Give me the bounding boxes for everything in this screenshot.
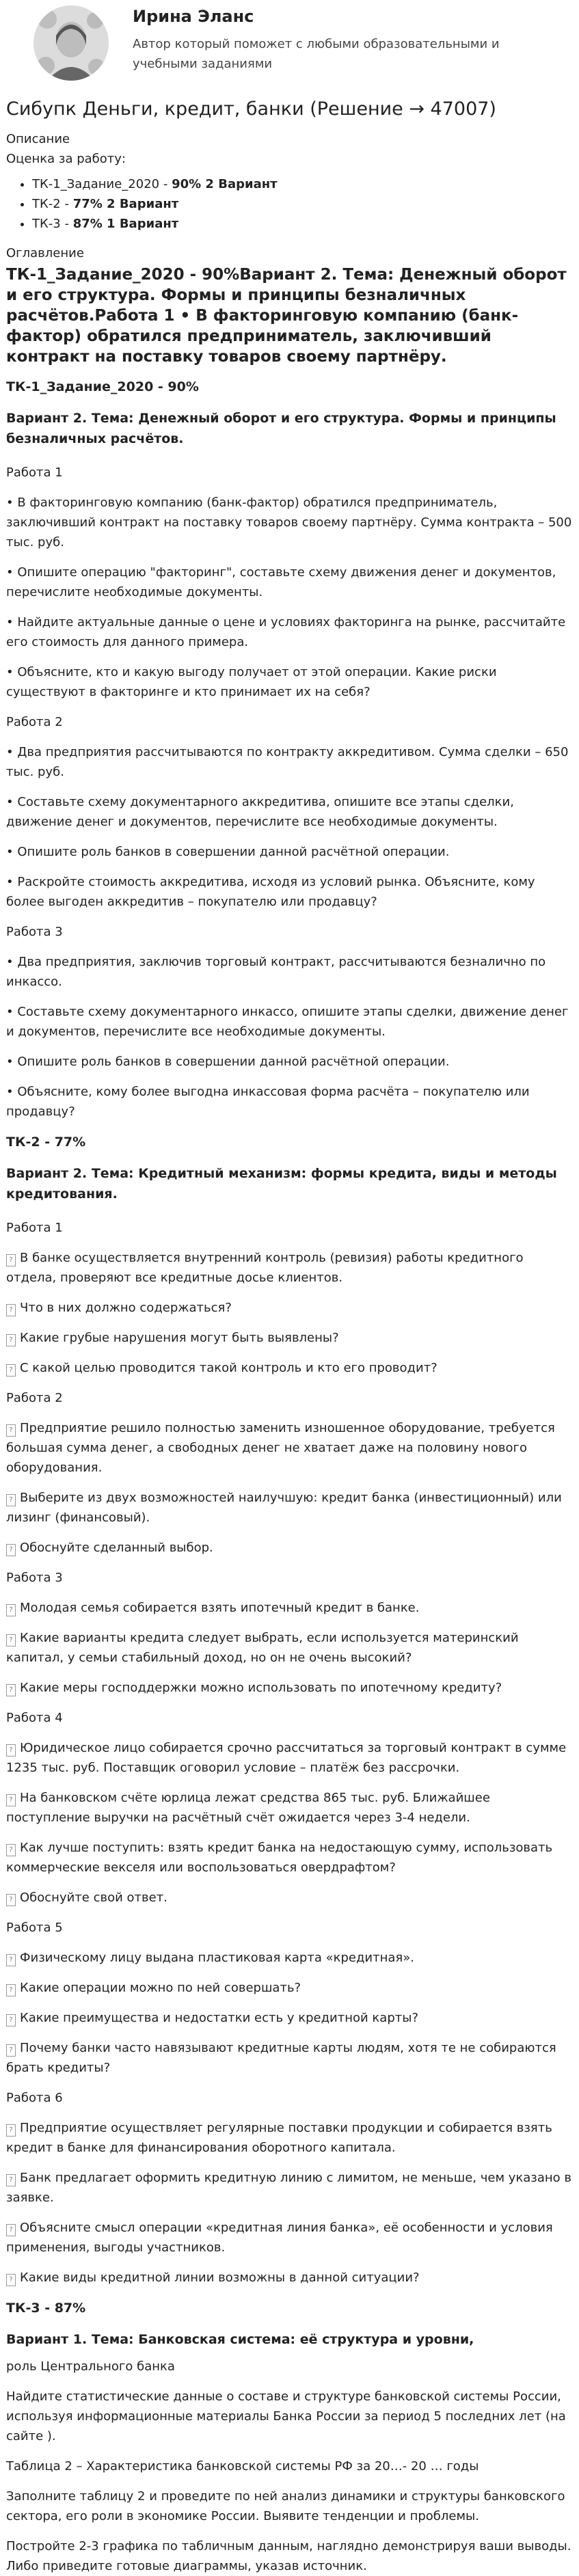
work-label: Работа 3 xyxy=(6,1571,63,1585)
task-item: • Найдите актуальные данные о цене и условиях факторинга на рынке, рассчитайте его стоимость для данного примера. xyxy=(6,615,566,649)
missing-glyph-icon: ? xyxy=(6,1304,16,1316)
task-text: Банк предлагает оформить кредитную линию с лимитом, не меньше, чем указано в заявке. xyxy=(6,2171,572,2205)
tk3-paragraph: Найдите статистические данные о составе и структуре банковской системы России, используя информационные материалы Банка России за период 5 последних лет (на сайте ). xyxy=(6,2389,566,2443)
missing-glyph-icon: ? xyxy=(6,1494,16,1506)
task-item xyxy=(6,1248,573,1288)
tk3-paragraph: Постройте 2-3 графика по табличным данным, наглядно демонстрируя ваши выводы. Либо приведите готовые диаграммы, указав источник. xyxy=(6,2539,571,2573)
task-item: • Опишите роль банков в совершении данной расчётной операции. xyxy=(6,1055,450,1069)
tk3-table-caption: Таблица 2 – Характеристика банковской системы РФ за 20…- 20 … годы xyxy=(6,2459,479,2473)
missing-glyph-icon: ? xyxy=(6,1744,16,1757)
tk3-variant: Вариант 1. Тема: Банковская система: её структура и уровни, xyxy=(6,2332,474,2347)
task-item xyxy=(6,1888,573,1908)
tk2-work-4 xyxy=(6,1708,573,1908)
missing-glyph-icon: ? xyxy=(6,2044,16,2057)
task-item xyxy=(6,1298,573,1318)
task-item xyxy=(6,2218,573,2258)
task-item: • Опишите операцию "факторинг", составьте схему движения денег и документов, перечислите необходимые документы. xyxy=(6,565,556,599)
missing-glyph-icon: ? xyxy=(6,1424,16,1437)
grade-value: 77% 2 Вариант xyxy=(72,197,179,211)
grades-list xyxy=(6,174,573,234)
missing-glyph-icon: ? xyxy=(6,1254,16,1266)
grade-value: 87% 1 Вариант xyxy=(72,217,179,231)
work-label: Работа 2 xyxy=(6,1391,63,1405)
task-item xyxy=(6,1978,573,1998)
avatar-photo xyxy=(33,5,109,81)
task-item xyxy=(6,2118,573,2158)
task-item xyxy=(6,2038,573,2078)
task-text: В банке осуществляется внутренний контроль (ревизия) работы кредитного отдела, проверяют все кредитные досье клиентов. xyxy=(6,1251,524,1285)
toc-heading: ТК-1_Задание_2020 - 90%Вариант 2. Тема: Денежный оборот и его структура. Формы и принципы безналичных расчётов.Работа 1 • В факторинговую компанию (банк-фактор) обратился предприниматель, заключивший контракт на поставку товаров своему партнёру. xyxy=(6,266,567,366)
missing-glyph-icon: ? xyxy=(6,1334,16,1346)
task-text: Какие грубые нарушения могут быть выявлены? xyxy=(20,1331,339,1345)
tk2-variant: Вариант 2. Тема: Кредитный механизм: формы кредита, виды и методы кредитования. xyxy=(6,1166,557,1202)
author-avatar[interactable] xyxy=(33,5,109,81)
missing-glyph-icon: ? xyxy=(6,2014,16,2026)
task-item: • Составьте схему документарного инкассо, опишите этапы сделки, движение денег и документов, перечислите все необходимые документы. xyxy=(6,1005,569,1039)
tk2-work-2 xyxy=(6,1388,573,1558)
task-text: Выберите из двух возможностей наилучшую: кредит банка (инвестиционный) или лизинг (финансовый). xyxy=(6,1491,562,1525)
task-text: Физическому лицу выдана пластиковая карта «кредитная». xyxy=(20,1951,414,1965)
task-item xyxy=(6,1788,573,1828)
task-text: Что в них должно содержаться? xyxy=(20,1301,232,1315)
tk1-heading: ТК-1_Задание_2020 - 90% xyxy=(6,379,199,394)
task-text: Предприятие осуществляет регулярные поставки продукции и собирается взять кредит в банке для финансирования оборотного капитала. xyxy=(6,2121,552,2155)
task-item: • Объясните, кто и какую выгоду получает от этой операции. Какие риски существуют в факторинге и кто принимает их на себя? xyxy=(6,665,497,699)
task-text: Обоснуйте сделанный выбор. xyxy=(20,1541,213,1555)
author-description: Автор который поможет с любыми образовательными и учебными заданиями xyxy=(133,37,500,71)
task-item xyxy=(6,1488,573,1528)
tk2-work-5 xyxy=(6,1918,573,2078)
task-text: Юридическое лицо собирается срочно рассчитаться за торговый контракт в сумме 1235 тыс. руб. Поставщик оговорил условие – платёж без рассрочки. xyxy=(6,1741,567,1775)
missing-glyph-icon: ? xyxy=(6,1684,16,1696)
task-text: Молодая семья собирается взять ипотечный кредит в банке. xyxy=(20,1601,420,1615)
task-item: • Составьте схему документарного аккредитива, опишите все этапы сделки, движение денег и документов, перечислите все необходимые документы. xyxy=(6,795,514,829)
tk1-work-2 xyxy=(6,712,573,912)
task-item xyxy=(6,1598,573,1618)
task-item xyxy=(6,1358,573,1378)
toc-label: Оглавление xyxy=(6,246,84,260)
task-item: • Опишите роль банков в совершении данной расчётной операции. xyxy=(6,845,450,859)
tk2-work-1 xyxy=(6,1218,573,1378)
task-text: На банковском счёте юрлица лежат средства 865 тыс. руб. Ближайшее поступление выручки на расчётный счёт ожидается через 3-4 недели. xyxy=(6,1791,490,1825)
missing-glyph-icon: ? xyxy=(6,2124,16,2137)
task-item xyxy=(6,2008,573,2028)
task-item xyxy=(6,2168,573,2208)
missing-glyph-icon: ? xyxy=(6,1894,16,1906)
work-label: Работа 3 xyxy=(6,925,63,939)
work-label: Работа 6 xyxy=(6,2091,63,2105)
task-text: Объясните смысл операции «кредитная линия банка», её особенности и условия применения, выгоды участников. xyxy=(6,2221,553,2255)
tk1-variant: Вариант 2. Тема: Денежный оборот и его структура. Формы и принципы безналичных расчётов. xyxy=(6,411,556,446)
missing-glyph-icon: ? xyxy=(6,1954,16,1966)
task-item xyxy=(6,1678,573,1698)
task-item xyxy=(6,1538,573,1558)
missing-glyph-icon: ? xyxy=(6,2174,16,2186)
missing-glyph-icon: ? xyxy=(6,2274,16,2286)
work-label: Работа 2 xyxy=(6,715,63,729)
author-name[interactable]: Ирина Эланс xyxy=(133,7,254,26)
grade-item xyxy=(32,174,573,194)
grade-name: ТК-2 - xyxy=(32,197,69,211)
task-item: • Раскройте стоимость аккредитива, исходя из условий рынка. Объясните, кому более выгоден аккредитив – покупателю или продавцу? xyxy=(6,875,535,909)
task-text: Как лучше поступить: взять кредит банка на недостающую сумму, использовать коммерческие векселя или воспользоваться овердрафтом? xyxy=(6,1841,553,1875)
task-item: • Два предприятия рассчитываются по контракту аккредитивом. Сумма сделки – 650 тыс. руб. xyxy=(6,745,569,779)
missing-glyph-icon: ? xyxy=(6,1604,16,1616)
grade-name: ТК-3 - xyxy=(32,217,69,231)
missing-glyph-icon: ? xyxy=(6,1544,16,1556)
task-item xyxy=(6,1328,573,1348)
tk3-paragraph: роль Центрального банка xyxy=(6,2359,175,2374)
tk3-heading: ТК-3 - 87% xyxy=(6,2301,86,2316)
description-label: Описание xyxy=(6,132,70,146)
task-text: Какие меры господдержки можно использовать по ипотечному кредиту? xyxy=(20,1681,502,1695)
task-item xyxy=(6,1738,573,1778)
task-text: Почему банки часто навязывают кредитные карты людям, хотя те не собираются брать кредиты? xyxy=(6,2041,556,2075)
task-text: С какой целью проводится такой контроль и кто его проводит? xyxy=(20,1361,437,1375)
task-text: Предприятие решило полностью заменить изношенное оборудование, требуется большая сумма денег, а свободных денег не хватает даже на половину нового оборудования. xyxy=(6,1421,555,1475)
task-text: Обоснуйте свой ответ. xyxy=(20,1890,167,1905)
author-header xyxy=(6,0,573,94)
missing-glyph-icon: ? xyxy=(6,1364,16,1377)
missing-glyph-icon: ? xyxy=(6,1794,16,1806)
task-item xyxy=(6,1948,573,1968)
task-item: • Объясните, кому более выгодна инкассовая форма расчёта – покупателю или продавцу? xyxy=(6,1085,530,1119)
task-text: Какие преимущества и недостатки есть у кредитной карты? xyxy=(20,2011,418,2025)
tk2-heading: ТК-2 - 77% xyxy=(6,1135,86,1150)
work-label: Работа 1 xyxy=(6,465,63,480)
task-item xyxy=(6,1838,573,1877)
work-label: Работа 5 xyxy=(6,1921,63,1935)
tk3-paragraph: Заполните таблицу 2 и проведите по ней анализ динамики и структуры банковского сектора, его роли в экономике России. Выявите тенденции и проблемы. xyxy=(6,2489,565,2523)
grade-item xyxy=(32,214,573,234)
work-label: Работа 1 xyxy=(6,1221,63,1235)
missing-glyph-icon: ? xyxy=(6,1984,16,1996)
tk1-work-1 xyxy=(6,463,573,702)
task-text: Какие операции можно по ней совершать? xyxy=(20,1981,301,1995)
grade-value: 90% 2 Вариант xyxy=(172,177,278,191)
missing-glyph-icon: ? xyxy=(6,2224,16,2236)
task-text: Какие виды кредитной линии возможны в данной ситуации? xyxy=(20,2270,420,2285)
grade-item xyxy=(32,194,573,214)
missing-glyph-icon: ? xyxy=(6,1844,16,1856)
grade-label: Оценка за работу: xyxy=(6,152,126,166)
grade-name: ТК-1_Задание_2020 - xyxy=(32,177,168,191)
task-item xyxy=(6,2268,573,2288)
task-item xyxy=(6,1628,573,1668)
task-text: Какие варианты кредита следует выбрать, если используется материнский капитал, у семьи стабильный доход, но он не очень высокий? xyxy=(6,1631,519,1665)
work-label: Работа 4 xyxy=(6,1711,63,1725)
missing-glyph-icon: ? xyxy=(6,1634,16,1646)
page-title: Сибупк Деньги, кредит, банки (Решение → 47007) xyxy=(6,98,496,120)
tk2-work-3 xyxy=(6,1568,573,1698)
tk1-work-3 xyxy=(6,922,573,1122)
task-item: • Два предприятия, заключив торговый контракт, рассчитываются безналично по инкассо. xyxy=(6,955,546,989)
task-item: • В факторинговую компанию (банк-фактор) обратился предприниматель, заключивший контракт на поставку товаров своему партнёру. Сумма контракта – 500 тыс. руб. xyxy=(6,496,572,550)
tk2-work-6 xyxy=(6,2088,573,2288)
task-item xyxy=(6,1418,573,1478)
